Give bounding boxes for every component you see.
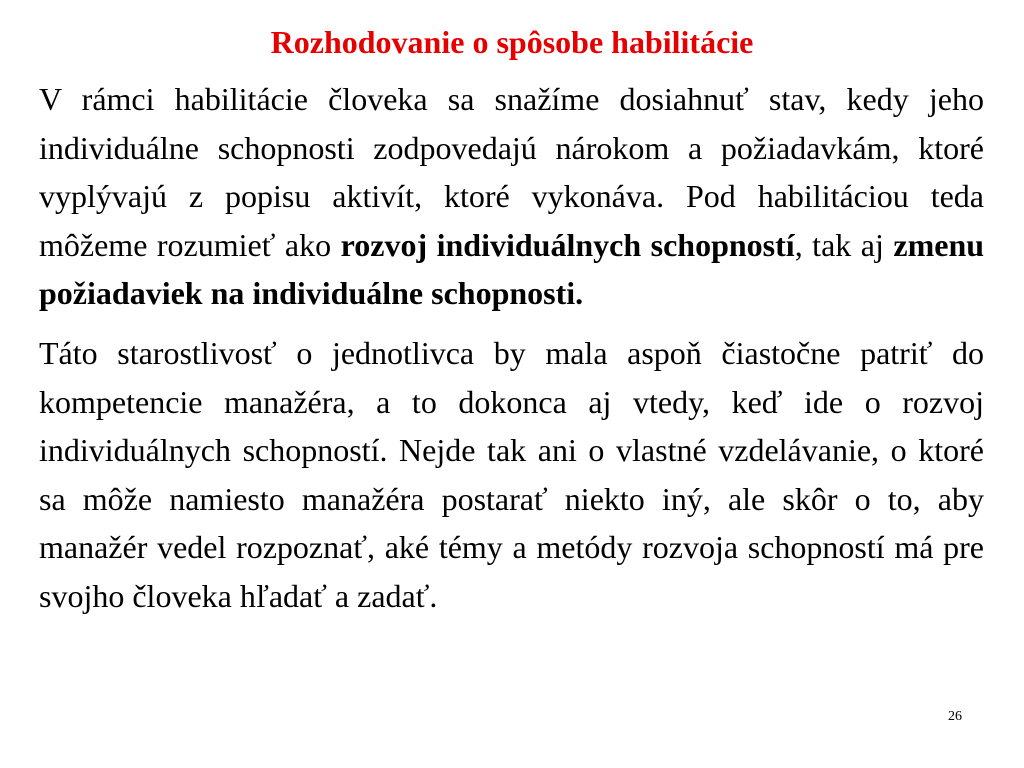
paragraph-1-text-a: V rámci habilitácie človeka sa snažíme dosiahnuť stav, kedy jeho individuálne schopnosti zodpovedajú nárokom a požiadavkám, ktoré vyplývajú z popisu aktivít, ktoré vykonáva. Pod habilitáciou teda môžeme rozumieť ako: [39, 81, 984, 263]
paragraph-1-bold-a: rozvoj individuálnych schopností: [340, 226, 795, 263]
paragraph-2: Táto starostlivosť o jednotlivca by mala aspoň čiastočne patriť do kompetencie manažéra, a to dokonca aj vtedy, keď ide o rozvoj individuálnych schopností. Nejde tak ani o vlastné vzdelávanie, o ktoré sa môže namiesto manažéra postarať niekto iný, ale skôr o to, aby manažér vedel rozpoznať, aké témy a metódy rozvoja schopností má pre svojho človeka hľadať a zadať.: [39, 334, 984, 614]
slide-title: Rozhodovanie o spôsobe habilitácie: [270, 24, 754, 60]
paragraph-1: [39, 75, 984, 318]
paragraph-1-bold-b: zmenu požiadaviek na individuálne schopnosti.: [39, 226, 985, 312]
slide-body: [39, 75, 984, 621]
page-number: 26: [948, 709, 962, 724]
paragraph-1-text-b: , tak aj: [794, 226, 894, 263]
